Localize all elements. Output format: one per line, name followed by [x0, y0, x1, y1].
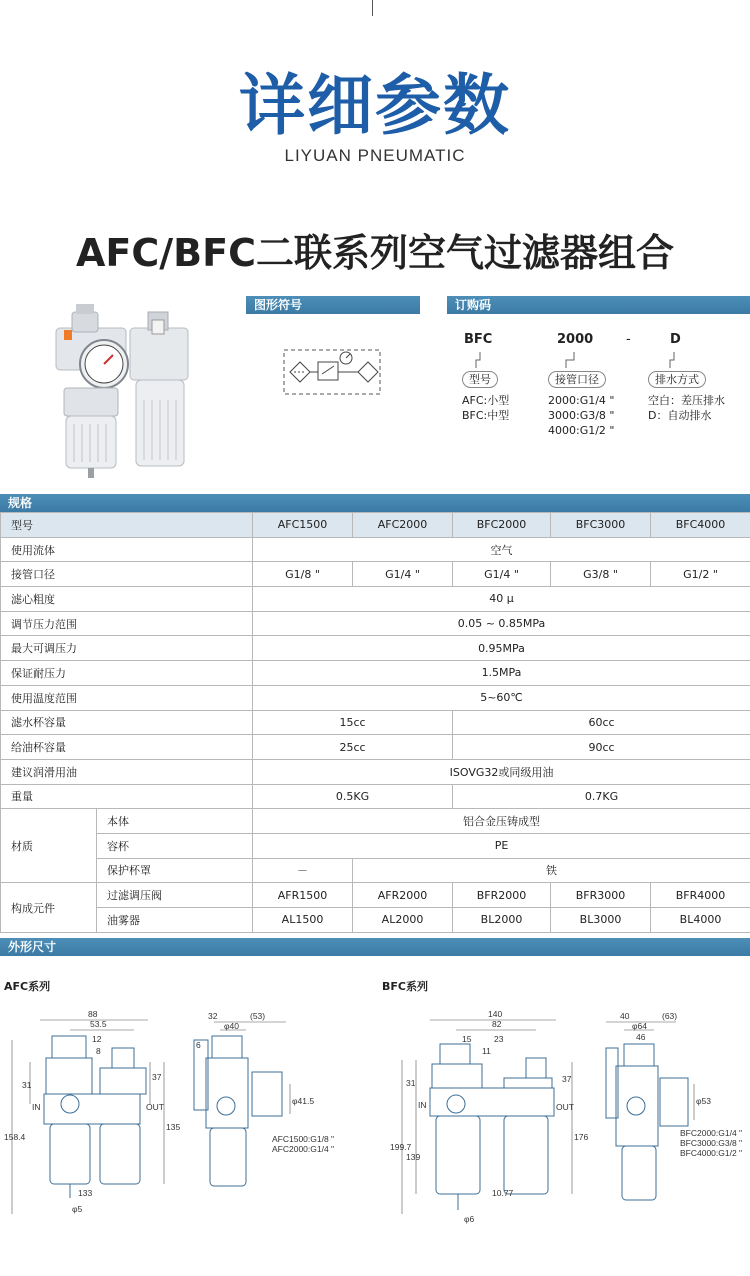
row-label: 滤心粗度 — [1, 587, 253, 612]
dims-section-header: 外形尺寸 — [0, 938, 750, 956]
cell: BFR2000 — [453, 883, 551, 908]
sub-label: 油雾器 — [97, 908, 253, 933]
order-code-dash: - — [626, 332, 631, 347]
dim-label: 37 — [562, 1074, 572, 1084]
cell: BL3000 — [551, 908, 651, 933]
cell: 60cc — [453, 710, 750, 735]
dim-label: 37 — [152, 1072, 162, 1082]
row-label: 滤水杯容量 — [1, 710, 253, 735]
cell: BL4000 — [651, 908, 750, 933]
row-label: 构成元件 — [1, 883, 97, 932]
page-title: 详细参数 — [239, 67, 511, 144]
dim-label: (63) — [662, 1011, 678, 1021]
dim-label: φ6 — [464, 1214, 475, 1224]
cell: 铝合金压铸成型 — [253, 809, 750, 834]
cell: G1/2 " — [651, 562, 750, 587]
order-group-title: 排水方式 — [648, 371, 706, 388]
port-note: BFC4000:G1/2 " — [680, 1148, 743, 1158]
dim-label: φ5 — [72, 1204, 83, 1214]
cell: ISOVG32或同级用油 — [253, 759, 750, 784]
table-row — [1, 636, 750, 661]
port-out-label: OUT — [146, 1102, 164, 1112]
cell: － — [253, 858, 353, 883]
cell: 0.05 ~ 0.85MPa — [253, 611, 750, 636]
row-label: 建议润滑用油 — [1, 759, 253, 784]
dim-label: 32 — [208, 1011, 218, 1021]
order-line: D：自动排水 — [648, 409, 712, 422]
table-row — [1, 537, 750, 562]
bfc-series-title: BFC系列 — [382, 980, 428, 993]
table-row — [1, 735, 750, 760]
port-note: AFC1500:G1/8 " — [272, 1134, 335, 1144]
dim-label: φ53 — [696, 1096, 711, 1106]
cell: AL2000 — [353, 908, 453, 933]
dim-label: 176 — [574, 1132, 589, 1142]
cell: G1/4 " — [353, 562, 453, 587]
dim-label: 140 — [488, 1009, 503, 1019]
cell: AFR1500 — [253, 883, 353, 908]
cell: 1.5MPa — [253, 661, 750, 686]
model-cell: BFC3000 — [551, 513, 651, 538]
row-label: 最大可调压力 — [1, 636, 253, 661]
table-row — [1, 587, 750, 612]
model-cell: BFC4000 — [651, 513, 750, 538]
brand-subtitle: LIYUAN PNEUMATIC — [284, 146, 466, 165]
row-label: 使用流体 — [1, 537, 253, 562]
spec-section-header: 规格 — [0, 494, 750, 512]
cell: G1/8 " — [253, 562, 353, 587]
graphic-symbol — [282, 344, 382, 400]
model-cell: BFC2000 — [453, 513, 551, 538]
table-row — [1, 833, 750, 858]
dim-label: 15 — [462, 1034, 472, 1044]
table-row — [1, 513, 750, 538]
row-label: 重量 — [1, 784, 253, 809]
product-image — [30, 300, 220, 480]
dim-label: 40 — [620, 1011, 630, 1021]
order-code-connectors — [440, 346, 750, 370]
table-row — [1, 883, 750, 908]
model-cell: AFC1500 — [253, 513, 353, 538]
cell: 5~60℃ — [253, 685, 750, 710]
row-label: 型号 — [1, 513, 253, 538]
port-note: BFC2000:G1/4 " — [680, 1128, 743, 1138]
sub-label: 容杯 — [97, 833, 253, 858]
cell: G3/8 " — [551, 562, 651, 587]
dim-label: 199.7 — [390, 1142, 412, 1152]
order-group-model — [462, 368, 509, 423]
table-row — [1, 562, 750, 587]
order-line: AFC:小型 — [462, 394, 510, 407]
row-label: 给油杯容量 — [1, 735, 253, 760]
cell: 25cc — [253, 735, 453, 760]
order-code-drain: D — [670, 332, 681, 347]
cell: AL1500 — [253, 908, 353, 933]
cell: 0.95MPa — [253, 636, 750, 661]
row-label: 调节压力范围 — [1, 611, 253, 636]
cell: 40 μ — [253, 587, 750, 612]
dim-label: 158.4 — [4, 1132, 26, 1142]
top-divider — [372, 0, 373, 16]
order-group-title: 接管口径 — [548, 371, 606, 388]
cell: 15cc — [253, 710, 453, 735]
cell: BFR3000 — [551, 883, 651, 908]
symbol-section-header: 图形符号 — [246, 296, 420, 314]
dim-label: 12 — [92, 1034, 102, 1044]
port-in-label: IN — [32, 1102, 41, 1112]
cell: 铁 — [353, 858, 750, 883]
table-row — [1, 710, 750, 735]
afc-series-title: AFC系列 — [4, 980, 51, 993]
port-in-label: IN — [418, 1100, 427, 1110]
bfc-dimension-drawing — [376, 1000, 750, 1230]
port-note: BFC3000:G3/8 " — [680, 1138, 743, 1148]
order-line: 空白：差压排水 — [648, 394, 725, 407]
row-label: 接管口径 — [1, 562, 253, 587]
dim-label: 11 — [482, 1046, 491, 1056]
cell: BL2000 — [453, 908, 551, 933]
spec-table — [0, 512, 750, 933]
sub-label: 保护杯罩 — [97, 858, 253, 883]
table-row — [1, 809, 750, 834]
dim-label: 23 — [494, 1034, 504, 1044]
dim-label: φ41.5 — [292, 1096, 315, 1106]
table-row — [1, 661, 750, 686]
table-row — [1, 685, 750, 710]
order-group-port — [548, 368, 614, 438]
order-group-title: 型号 — [462, 371, 498, 388]
cell: G1/4 " — [453, 562, 551, 587]
dim-label: 82 — [492, 1019, 502, 1029]
dim-label: 6 — [196, 1040, 201, 1050]
table-row — [1, 759, 750, 784]
dim-label: 53.5 — [90, 1019, 107, 1029]
dim-label: 133 — [78, 1188, 93, 1198]
model-cell: AFC2000 — [353, 513, 453, 538]
cell: AFR2000 — [353, 883, 453, 908]
port-note: AFC2000:G1/4 " — [272, 1144, 335, 1154]
dim-label: 88 — [88, 1009, 98, 1019]
order-section-header: 订购码 — [447, 296, 750, 314]
row-label: 保证耐压力 — [1, 661, 253, 686]
row-label: 使用温度范围 — [1, 685, 253, 710]
order-line: 3000:G3/8 " — [548, 409, 615, 422]
cell: PE — [253, 833, 750, 858]
order-line: 4000:G1/2 " — [548, 424, 615, 437]
dim-label: φ40 — [224, 1021, 239, 1031]
sub-label: 过滤调压阀 — [97, 883, 253, 908]
table-row — [1, 784, 750, 809]
dim-label: 46 — [636, 1032, 646, 1042]
dim-label: 8 — [96, 1046, 101, 1056]
port-out-label: OUT — [556, 1102, 574, 1112]
cell: 0.5KG — [253, 784, 453, 809]
product-title: AFC/BFC二联系列空气过滤器组合 — [76, 231, 674, 275]
cell: 0.7KG — [453, 784, 750, 809]
afc-dimension-drawing — [0, 1000, 370, 1230]
cell: 90cc — [453, 735, 750, 760]
order-line: 2000:G1/4 " — [548, 394, 615, 407]
cell: 空气 — [253, 537, 750, 562]
dim-label: 31 — [406, 1078, 416, 1088]
table-row — [1, 858, 750, 883]
dim-label: φ64 — [632, 1021, 647, 1031]
order-code-size: 2000 — [557, 332, 594, 347]
dim-label: 139 — [406, 1152, 421, 1162]
dim-label: 31 — [22, 1080, 32, 1090]
dim-label: (53) — [250, 1011, 266, 1021]
table-row — [1, 611, 750, 636]
order-line: BFC:中型 — [462, 409, 510, 422]
order-code-model: BFC — [464, 332, 493, 347]
order-group-drain — [648, 368, 725, 423]
row-label: 材质 — [1, 809, 97, 883]
table-row — [1, 908, 750, 933]
sub-label: 本体 — [97, 809, 253, 834]
dim-label: 135 — [166, 1122, 181, 1132]
dim-label: 10.77 — [492, 1188, 514, 1198]
cell: BFR4000 — [651, 883, 750, 908]
